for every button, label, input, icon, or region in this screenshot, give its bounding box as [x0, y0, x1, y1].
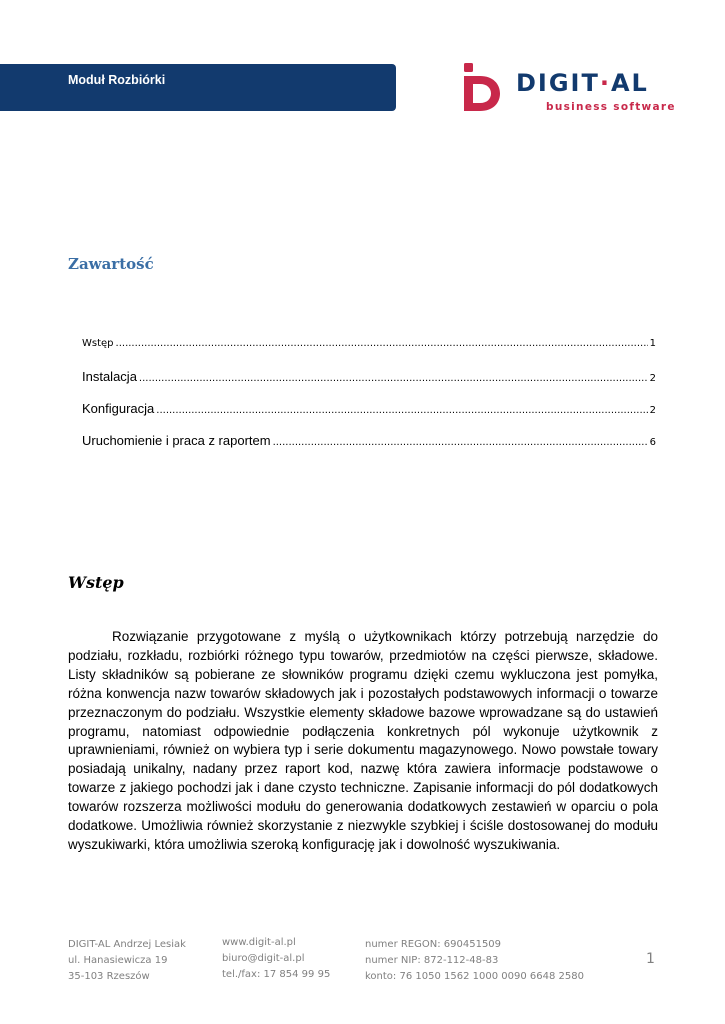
footer-registry: [365, 937, 584, 985]
toc-leader-dots: [116, 338, 648, 349]
footer-bank-account: konto: 76 1050 1562 1000 0090 6648 2580: [365, 971, 584, 982]
footer-nip: numer NIP: 872-112-48-83: [365, 955, 499, 966]
toc-entry-page: 1: [649, 338, 656, 349]
logo-name: DIGIT·AL: [516, 69, 649, 97]
header-title: Moduł Rozbiórki: [68, 73, 166, 87]
toc-entry-instalacja[interactable]: [82, 369, 656, 384]
section-heading: Wstęp: [68, 573, 124, 592]
footer-phone: tel./fax: 17 854 99 95: [222, 969, 331, 980]
toc-entry-page: 2: [649, 405, 656, 416]
toc-heading: Zawartość: [68, 255, 154, 273]
toc-entry-label: Konfiguracja: [82, 401, 155, 416]
footer-email-link[interactable]: biuro@digit-al.pl: [222, 953, 305, 964]
footer-company-city: 35-103 Rzeszów: [68, 971, 150, 982]
footer-company-street: ul. Hanasiewicza 19: [68, 955, 168, 966]
toc-entry-label: Instalacja: [82, 369, 137, 384]
footer-contact: [222, 935, 330, 983]
footer-regon: numer REGON: 690451509: [365, 939, 502, 950]
footer-company-name: DIGIT-AL Andrzej Lesiak: [68, 939, 186, 950]
header-bar: [0, 64, 396, 111]
toc-leader-dots: [139, 373, 648, 384]
company-logo: [462, 63, 676, 113]
toc-entry-page: 6: [649, 437, 656, 448]
toc-entry-uruchomienie[interactable]: [82, 433, 656, 448]
toc-entry-page: 2: [649, 373, 656, 384]
toc-entry-label: Uruchomienie i praca z raportem: [82, 433, 271, 448]
page-number: 1: [646, 951, 655, 967]
toc-entry-wstep[interactable]: [82, 338, 656, 349]
digit-al-logo-mark-icon: [462, 63, 502, 111]
intro-paragraph: Rozwiązanie przygotowane z myślą o użytkownikach którzy potrzebują narzędzie do podziału, rozkładu, rozbiórki różnego typu towarów, przedmiotów na części pierwsze, składowe. Listy składników są pobierane ze słowników programu dzięki czemu wykluczona jest pomyłka, różna konwencja nazw towarów składowych jak i pozostałych podstawowych informacji o towarze przeznaczonym do podziału. Wszystkie elementy składowe bazowe wprowadzane są do ustawień programu, natomiast odpowiednie podłączenia konkretnych pól wykonuje użytkownik z uprawnieniami, również on wybiera typ i serie dokumentu magazynowego. Nowo powstałe towary posiadają unikalny, nadany przez raport kod, nazwę która zawiera informacje podstawowe o towarze z jakiego pochodzi jak i dane czysto techniczne. Zapisanie informacji do pól dodatkowych towarów rozszerza możliwości modułu do generowania dodatkowych zestawień w oparciu o pola dodatkowe. Umożliwia również skorzystanie z niezwykle szybkiej i ściśle dostosowanej do modułu wyszukiwarki, która umożliwia szeroką konfigurację jak i dowolność wyszukiwania.: [68, 629, 658, 852]
logo-tagline: business software: [546, 101, 676, 113]
toc-leader-dots: [156, 405, 647, 416]
footer-website-link[interactable]: www.digit-al.pl: [222, 937, 296, 948]
toc-entry-konfiguracja[interactable]: [82, 401, 656, 416]
toc-leader-dots: [273, 437, 648, 448]
toc-entry-label: Wstęp: [82, 338, 114, 349]
footer-company: [68, 937, 186, 985]
